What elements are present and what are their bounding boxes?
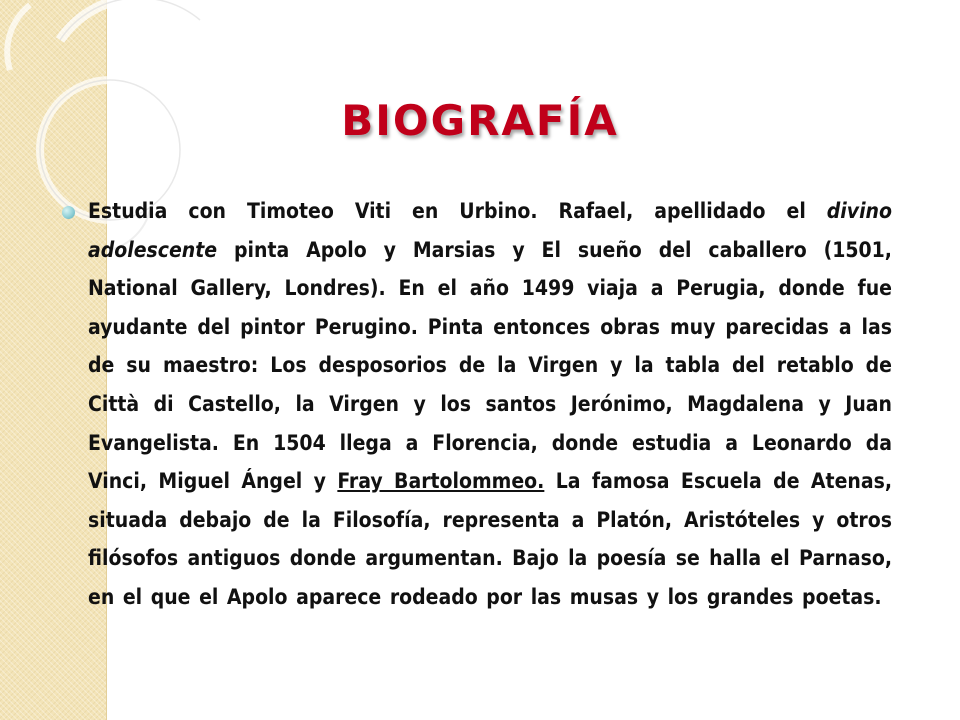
fray-bartolommeo-link[interactable]: Fray Bartolommeo.: [337, 469, 545, 494]
slide-title: BIOGRAFÍA: [341, 96, 619, 145]
paragraph-text-1: Estudia con Timoteo Viti en Urbino. Rafael, apellidado el: [88, 199, 827, 223]
slide-body: [62, 192, 892, 617]
biography-paragraph: [88, 192, 892, 617]
paragraph-italic-text: divino adolescente: [88, 199, 892, 262]
paragraph-text-2: pinta Apolo y Marsias y El sueño del caballero (1501, National Gallery, Londres). En el año 1499 viaja a Perugia, donde fue ayudante del pintor Perugino. Pinta entonces obras muy parecidas a las de su maestro: Los desposorios de la Virgen y la tabla del retablo de Città di Castello, la Virgen y los santos Jerónimo, Magdalena y Juan Evangelista. En 1504 llega a Florencia, donde estudia a Leonardo da Vinci, Miguel Ángel y: [88, 237, 892, 494]
bullet-item: [62, 192, 892, 617]
paragraph-text-3: La famosa Escuela de Atenas, situada debajo de la Filosofía, representa a Platón, Aristóteles y otros filósofos antiguos donde argumentan. Bajo la poesía se halla el Parnaso, en el que el Apolo aparece rodeado por las musas y los grandes poetas.: [88, 469, 893, 609]
bullet-dot-icon: [62, 206, 75, 219]
